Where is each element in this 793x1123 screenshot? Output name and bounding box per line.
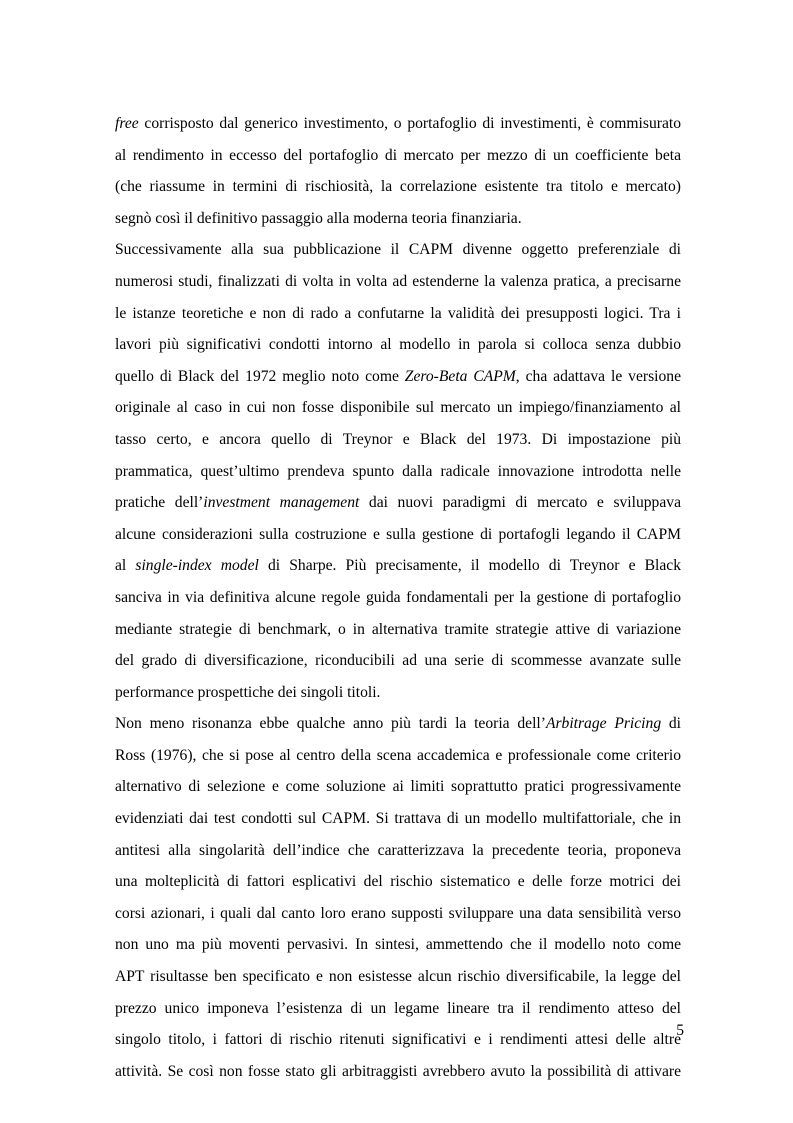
text-run: alcune considerazioni sulla costruzione e sulla gestione di portafogli legando il CAPM xyxy=(115,525,681,543)
italic-term: Arbitrage Pricing xyxy=(545,715,662,733)
text-line xyxy=(115,329,681,361)
text-run: non uno ma più moventi pervasivi. In sintesi, ammettendo che il modello noto come xyxy=(115,936,681,954)
text-run: antitesi alla singolarità dell’indice che caratterizzava la precedente teoria, proponeva xyxy=(115,841,681,859)
text-run: pratiche dell’ xyxy=(115,494,204,512)
text-line xyxy=(115,582,681,614)
text-run: mediante strategie di benchmark, o in alternativa tramite strategie attive di variazione xyxy=(115,620,681,638)
italic-term: single-index model xyxy=(135,557,259,575)
text-run: attività. Se così non fosse stato gli arbitraggisti avrebbero avuto la possibilità di attivare xyxy=(115,1062,681,1080)
text-run: dai nuovi paradigmi di mercato e sviluppava xyxy=(359,494,681,512)
italic-term: Zero-Beta CAPM xyxy=(404,367,516,385)
text-run: evidenziati dai test condotti sul CAPM. Si trattava di un modello multifattoriale, che in xyxy=(115,810,681,828)
text-run: lavori più significativi condotti intorno al modello in parola si colloca senza dubbio xyxy=(115,336,681,354)
text-run: Non meno risonanza ebbe qualche anno più tardi la teoria dell’ xyxy=(115,715,546,733)
text-line xyxy=(115,993,681,1025)
text-run: singolo titolo, i fattori di rischio ritenuti significativi e i rendimenti attesi delle altre xyxy=(115,1031,681,1049)
text-line xyxy=(115,171,681,203)
text-line xyxy=(115,392,681,424)
text-line xyxy=(115,614,681,646)
text-run: di xyxy=(661,715,682,733)
text-line xyxy=(115,740,681,772)
text-line xyxy=(115,234,681,266)
text-line xyxy=(115,203,681,235)
text-run: quello di Black del 1972 meglio noto come xyxy=(115,367,405,385)
text-line xyxy=(115,108,681,140)
text-line xyxy=(115,519,681,551)
text-run: di Sharpe. Più precisamente, il modello di Treynor e Black xyxy=(258,557,682,575)
text-line xyxy=(115,298,681,330)
text-run: una molteplicità di fattori esplicativi del rischio sistematico e delle forze motrici dei xyxy=(115,873,681,891)
text-run: Successivamente alla sua pubblicazione il CAPM divenne oggetto preferenziale di xyxy=(115,241,681,259)
italic-term: free xyxy=(115,115,139,132)
text-line xyxy=(115,961,681,993)
text-line xyxy=(115,866,681,898)
text-run: (che riassume in termini di rischiosità, la correlazione esistente tra titolo e mercato) xyxy=(115,178,681,196)
text-line xyxy=(115,456,681,488)
text-run: APT risultasse ben specificato e non esistesse alcun rischio diversificabile, la legge del xyxy=(115,968,681,986)
text-run: Ross (1976), che si pose al centro della scena accademica e professionale come criterio xyxy=(115,746,681,764)
text-line xyxy=(115,1056,681,1088)
text-run: al rendimento in eccesso del portafoglio di mercato per mezzo di un coefficiente beta xyxy=(115,146,681,164)
text-line xyxy=(115,803,681,835)
text-run: originale al caso in cui non fosse disponibile sul mercato un impiego/finanziamento al xyxy=(115,399,681,417)
text-line xyxy=(115,929,681,961)
text-line xyxy=(115,645,681,677)
text-run: corsi azionari, i quali dal canto loro erano supposti sviluppare una data sensibilità verso xyxy=(115,904,681,922)
italic-term: investment management xyxy=(203,494,360,512)
text-line xyxy=(115,898,681,930)
text-line xyxy=(115,835,681,867)
text-run: del grado di diversificazione, riconducibili ad una serie di scommesse avanzate sulle xyxy=(115,652,681,670)
text-run: performance prospettiche dei singoli titoli. xyxy=(115,683,381,701)
text-line xyxy=(115,771,681,803)
text-run: segnò così il definitivo passaggio alla moderna teoria finanziaria. xyxy=(115,209,522,227)
text-line xyxy=(115,140,681,172)
text-line xyxy=(115,1024,681,1056)
text-line xyxy=(115,487,681,519)
text-line xyxy=(115,361,681,393)
text-line xyxy=(115,424,681,456)
text-run: numerosi studi, finalizzati di volta in volta ad estenderne la valenza pratica, a precisarne xyxy=(115,272,681,290)
page-number: 5 xyxy=(676,1022,684,1039)
text-line xyxy=(115,266,681,298)
text-run: prezzo unico imponeva l’esistenza di un legame lineare tra il rendimento atteso del xyxy=(115,999,681,1017)
text-run: al xyxy=(115,557,136,575)
text-run: corrisposto dal generico investimento, o portafoglio di investimenti, è commisurato xyxy=(138,115,681,132)
text-run: alternativo di selezione e come soluzione ai limiti soprattutto pratici progressivamente xyxy=(115,778,681,796)
text-run: , cha adattava le versione xyxy=(515,367,681,385)
text-run: le istanze teoretiche e non di rado a confutarne la validità dei presupposti logici. Tra i xyxy=(115,304,681,322)
text-line xyxy=(115,550,681,582)
text-run: tasso certo, e ancora quello di Treynor e Black del 1973. Di impostazione più xyxy=(115,430,681,448)
text-run: sanciva in via definitiva alcune regole guida fondamentali per la gestione di portafoglio xyxy=(115,588,681,606)
text-line xyxy=(115,708,681,740)
text-line xyxy=(115,677,681,709)
text-run: prammatica, quest’ultimo prendeva spunto dalla radicale innovazione introdotta nelle xyxy=(115,462,681,480)
body-text xyxy=(115,108,681,1087)
